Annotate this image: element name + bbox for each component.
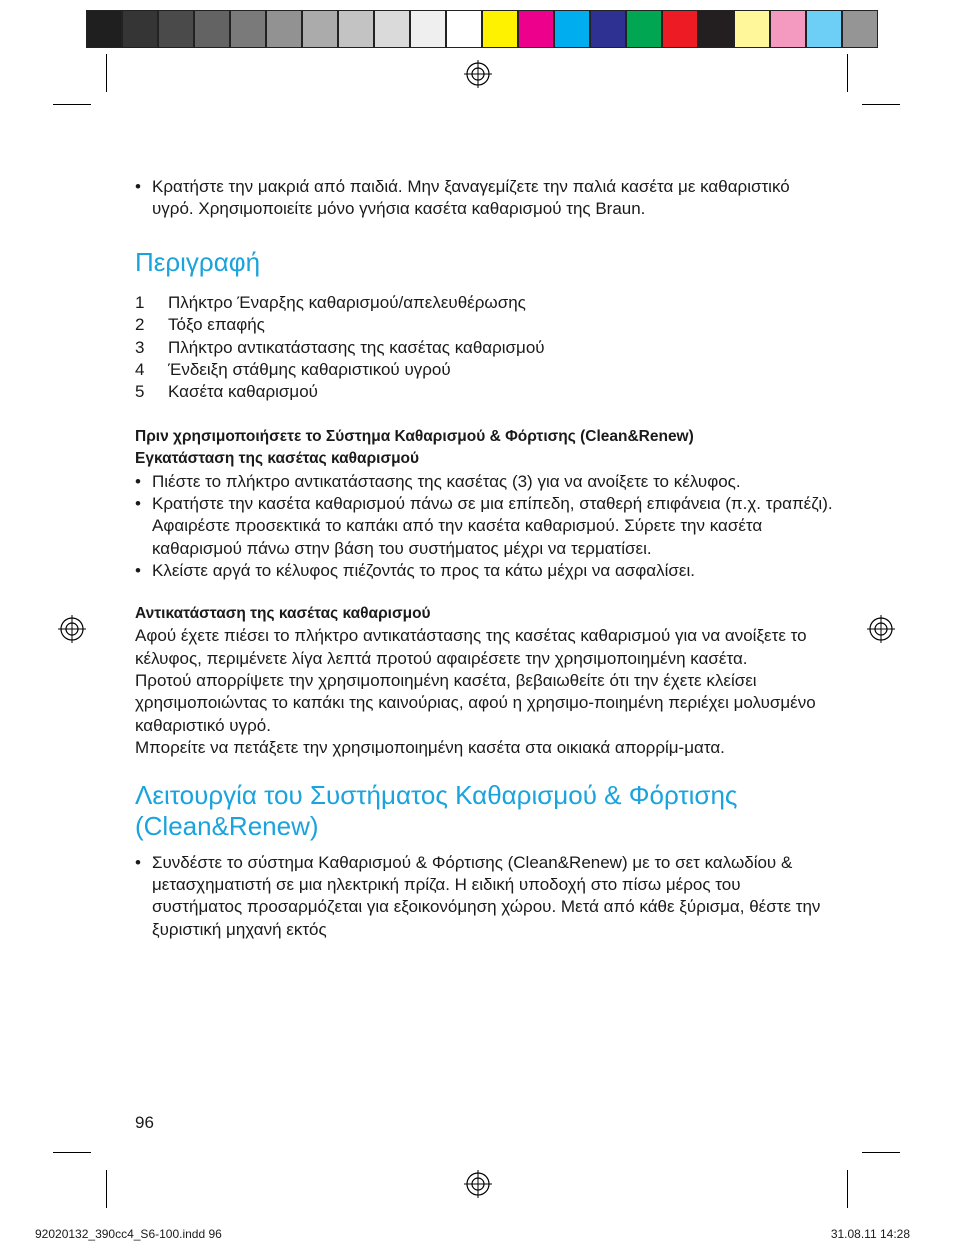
list-item: • Συνδέστε το σύστημα Καθαρισμού & Φόρτισης (Clean&Renew) με το σετ καλωδίου & μετασχηματιστή σε μια ηλεκτρική πρίζα. Η ειδική υποδοχή στο πίσω μέρος του συστήματος προσαρμόζεται για εξοικονόμηση χώρου. Μετά από κάθε ξύρισμα, θέστε την ξυριστική μηχανή εκτός xyxy=(135,852,835,942)
section-title-description: Περιγραφή xyxy=(135,246,261,277)
crop-mark xyxy=(106,1170,107,1208)
color-swatch xyxy=(302,10,338,48)
crop-mark xyxy=(106,54,107,92)
footer-timestamp: 31.08.11 14:28 xyxy=(830,1227,910,1241)
list-item: • Κρατήστε την κασέτα καθαρισμού πάνω σε μια επίπεδη, σταθερή επιφάνεια (π.χ. τραπέζι). Αφαιρέστε προσεκτικά το καπάκι από την κασέτα καθαρισμού. Σύρετε την κασέτα καθαρισμού πάνω στην βάση του συστήματος μέχρι να τερματίσει. xyxy=(135,493,835,560)
list-item: 3 Πλήκτρο αντικατάστασης της κασέτας καθαρισμού xyxy=(135,337,545,357)
page-number: 96 xyxy=(135,1113,154,1132)
operation-bullets xyxy=(135,852,835,942)
color-swatch xyxy=(770,10,806,48)
footer-filename: 92020132_390cc4_S6-100.indd 96 xyxy=(35,1227,222,1241)
section-title-operation: Λειτουργία του Συστήματος Καθαρισμού & Φόρτισης (Clean&Renew) xyxy=(135,779,738,841)
color-swatch xyxy=(590,10,626,48)
crop-mark xyxy=(53,1152,91,1153)
paragraph: Προτού απορρίψετε την χρησιμοποιημένη κασέτα, βεβαιωθείτε ότι την έχετε κλείσει χρησιμοποιώντας το καπάκι της καινούριας, αφού η χρησιμο-ποιημένη περιέχει μολυσμένο καθαριστικό υγρό. xyxy=(135,670,816,735)
crop-mark xyxy=(847,54,848,92)
crop-mark xyxy=(862,1152,900,1153)
replacement-heading: Αντικατάσταση της κασέτας καθαρισμού xyxy=(135,604,431,622)
color-swatch xyxy=(446,10,482,48)
color-swatch xyxy=(338,10,374,48)
crop-mark xyxy=(53,104,91,105)
color-swatch xyxy=(842,10,878,48)
list-item: 4 Ένδειξη στάθμης καθαριστικού υγρού xyxy=(135,360,451,380)
intro-bullets xyxy=(135,176,835,221)
paragraph: Αφού έχετε πιέσει το πλήκτρο αντικατάστασης της κασέτας καθαρισμού για να ανοίξετε το κέλυφος, περιμένετε λίγα λεπτά προτού αφαιρέσετε την χρησιμοποιημένη κασέτα. xyxy=(135,626,807,668)
registration-mark-icon xyxy=(867,615,895,643)
color-swatch xyxy=(410,10,446,48)
process-color-bar xyxy=(482,10,878,48)
paragraph: Μπορείτε να πετάξετε την χρησιμοποιημένη κασέτα στα οικιακά απορρίμ-ματα. xyxy=(135,738,725,758)
registration-mark-icon xyxy=(464,1170,492,1198)
list-item: 5 Κασέτα καθαρισμού xyxy=(135,382,318,402)
color-swatch xyxy=(806,10,842,48)
page-content xyxy=(135,176,835,941)
parts-list xyxy=(135,292,835,404)
color-swatch xyxy=(194,10,230,48)
list-item: 1 Πλήκτρο Έναρξης καθαρισμού/απελευθέρωσης xyxy=(135,292,526,312)
color-swatch xyxy=(374,10,410,48)
color-swatch xyxy=(518,10,554,48)
list-item: • Πιέστε το πλήκτρο αντικατάστασης της κασέτας (3) για να ανοίξετε το κέλυφος. xyxy=(135,471,835,493)
color-swatch xyxy=(554,10,590,48)
registration-mark-icon xyxy=(58,615,86,643)
list-item: • Κρατήστε την μακριά από παιδιά. Μην ξαναγεμίζετε την παλιά κασέτα με καθαριστικό υγρό. Χρησιμοποιείτε μόνο γνήσια κασέτα καθαρισμού της Braun. xyxy=(135,176,835,221)
color-swatch xyxy=(626,10,662,48)
color-swatch xyxy=(734,10,770,48)
list-item: • Κλείστε αργά το κέλυφος πιέζοντάς το προς τα κάτω μέχρι να ασφαλίσει. xyxy=(135,560,835,582)
installation-bullets xyxy=(135,471,835,583)
grayscale-color-bar xyxy=(86,10,482,48)
color-swatch xyxy=(230,10,266,48)
color-swatch xyxy=(122,10,158,48)
color-swatch xyxy=(266,10,302,48)
color-swatch xyxy=(158,10,194,48)
crop-mark xyxy=(847,1170,848,1208)
registration-mark-icon xyxy=(464,60,492,88)
color-swatch xyxy=(482,10,518,48)
crop-mark xyxy=(862,104,900,105)
color-swatch xyxy=(86,10,122,48)
installation-subheading: Εγκατάσταση της κασέτας καθαρισμού xyxy=(135,450,420,468)
list-item: 2 Τόξο επαφής xyxy=(135,315,265,335)
color-swatch xyxy=(698,10,734,48)
color-swatch xyxy=(662,10,698,48)
before-use-heading: Πριν χρησιμοποιήσετε το Σύστημα Καθαρισμού & Φόρτισης (Clean&Renew) xyxy=(135,427,694,445)
